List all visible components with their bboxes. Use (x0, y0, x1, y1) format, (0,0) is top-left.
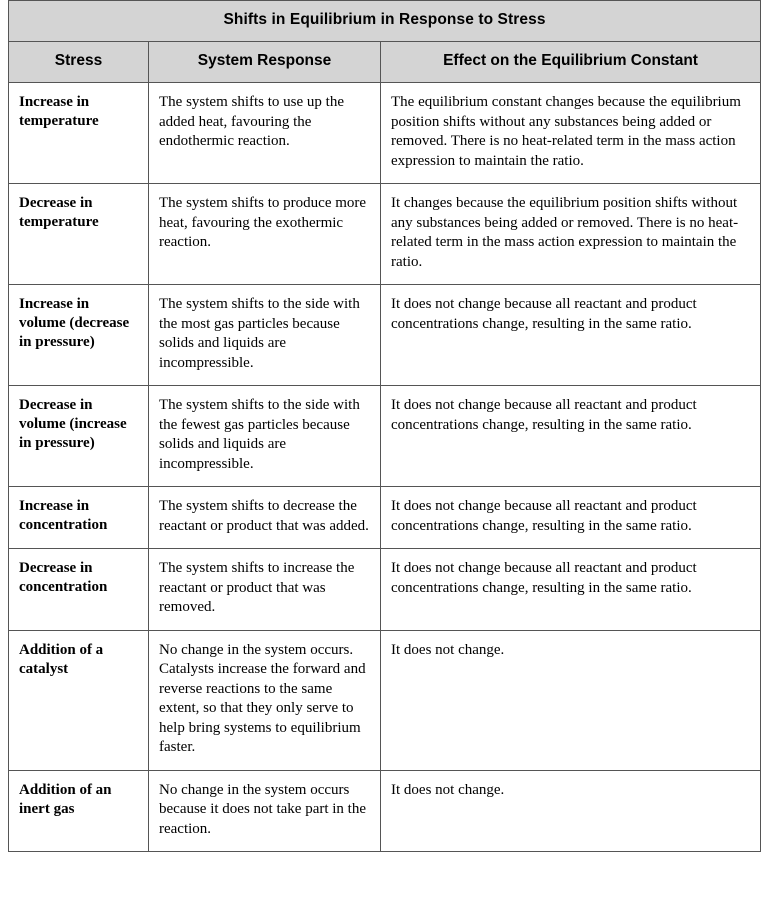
equilibrium-shifts-table (8, 0, 761, 852)
cell-response: The system shifts to the side with the most gas particles because solids and liquids are incompressible. (149, 285, 381, 386)
cell-stress: Increase in concentration (9, 487, 149, 549)
table-column-header-row (9, 42, 761, 83)
cell-effect: The equilibrium constant changes because the equilibrium position shifts without any substances being added or removed. There is no heat-related term in the mass action expression to maintain the ratio. (381, 83, 761, 184)
cell-response: The system shifts to the side with the fewest gas particles because solids and liquids are incompressible. (149, 386, 381, 487)
table-row (9, 285, 761, 386)
cell-stress: Addition of an inert gas (9, 770, 149, 852)
cell-response: No change in the system occurs because it does not take part in the reaction. (149, 770, 381, 852)
cell-response: The system shifts to produce more heat, favouring the exothermic reaction. (149, 184, 381, 285)
cell-effect: It does not change. (381, 630, 761, 770)
table-row (9, 770, 761, 852)
cell-effect: It does not change because all reactant and product concentrations change, resulting in the same ratio. (381, 285, 761, 386)
table-row (9, 184, 761, 285)
cell-response: The system shifts to decrease the reactant or product that was added. (149, 487, 381, 549)
cell-response: The system shifts to use up the added heat, favouring the endothermic reaction. (149, 83, 381, 184)
cell-stress: Decrease in temperature (9, 184, 149, 285)
column-header-system-response: System Response (149, 42, 381, 83)
cell-effect: It does not change because all reactant and product concentrations change, resulting in the same ratio. (381, 487, 761, 549)
table-row (9, 549, 761, 631)
table-title: Shifts in Equilibrium in Response to Stress (9, 1, 761, 42)
table-body (9, 83, 761, 852)
cell-stress: Addition of a catalyst (9, 630, 149, 770)
cell-effect: It does not change. (381, 770, 761, 852)
cell-stress: Decrease in volume (increase in pressure) (9, 386, 149, 487)
cell-effect: It does not change because all reactant and product concentrations change, resulting in the same ratio. (381, 549, 761, 631)
column-header-effect: Effect on the Equilibrium Constant (381, 42, 761, 83)
cell-stress: Increase in temperature (9, 83, 149, 184)
cell-response: The system shifts to increase the reactant or product that was removed. (149, 549, 381, 631)
cell-effect: It changes because the equilibrium position shifts without any substances being added or removed. There is no heat-related term in the mass action expression to maintain the ratio. (381, 184, 761, 285)
table-row (9, 487, 761, 549)
cell-effect: It does not change because all reactant and product concentrations change, resulting in the same ratio. (381, 386, 761, 487)
table-row (9, 630, 761, 770)
table-title-row (9, 1, 761, 42)
table-header (9, 1, 761, 83)
cell-response: No change in the system occurs. Catalysts increase the forward and reverse reactions to the same extent, so that they only serve to help bring systems to equilibrium faster. (149, 630, 381, 770)
cell-stress: Decrease in concentration (9, 549, 149, 631)
cell-stress: Increase in volume (decrease in pressure) (9, 285, 149, 386)
column-header-stress: Stress (9, 42, 149, 83)
table-row (9, 83, 761, 184)
table-row (9, 386, 761, 487)
